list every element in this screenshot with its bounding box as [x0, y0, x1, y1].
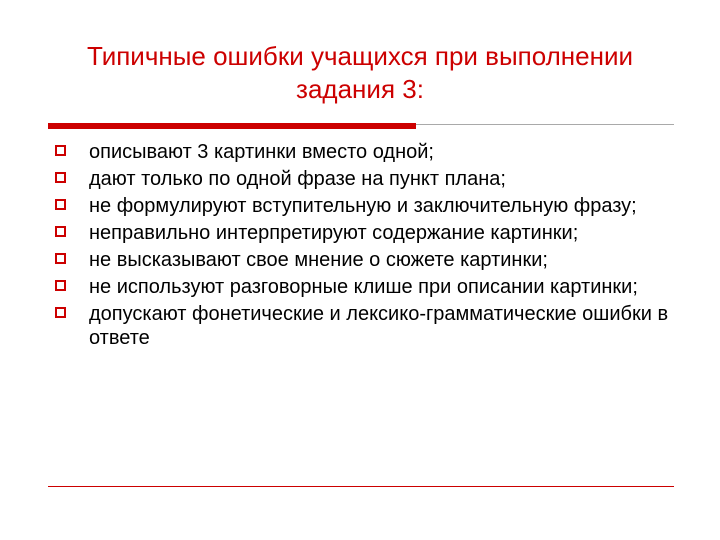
list-item — [55, 221, 675, 245]
square-bullet-icon — [55, 199, 66, 210]
list-item-text: допускают фонетические и лексико-грамматические ошибки в ответе — [89, 303, 669, 349]
list-item — [55, 275, 675, 299]
square-bullet-icon — [55, 253, 66, 264]
square-bullet-icon — [55, 226, 66, 237]
list-item — [55, 194, 675, 218]
list-item — [55, 167, 675, 191]
square-bullet-icon — [55, 307, 66, 318]
list-item — [55, 140, 675, 164]
list-item-text: не формулируют вступительную и заключительную фразу; — [89, 195, 637, 217]
list-item-text: неправильно интерпретируют содержание картинки; — [89, 222, 579, 244]
list-item-text: не используют разговорные клише при описании картинки; — [89, 276, 638, 298]
square-bullet-icon — [55, 145, 66, 156]
square-bullet-icon — [55, 280, 66, 291]
title-divider-accent — [48, 123, 416, 129]
list-item-text: описывают 3 картинки вместо одной; — [89, 141, 434, 163]
slide-title: Типичные ошибки учащихся при выполнении задания 3: — [86, 41, 634, 104]
list-item-text: не высказывают свое мнение о сюжете картинки; — [89, 249, 548, 271]
list-item — [55, 248, 675, 272]
list-item-text: дают только по одной фразе на пункт плана; — [89, 168, 506, 190]
square-bullet-icon — [55, 172, 66, 183]
error-list — [55, 140, 675, 353]
list-item — [55, 302, 675, 350]
footer-divider — [48, 486, 674, 487]
